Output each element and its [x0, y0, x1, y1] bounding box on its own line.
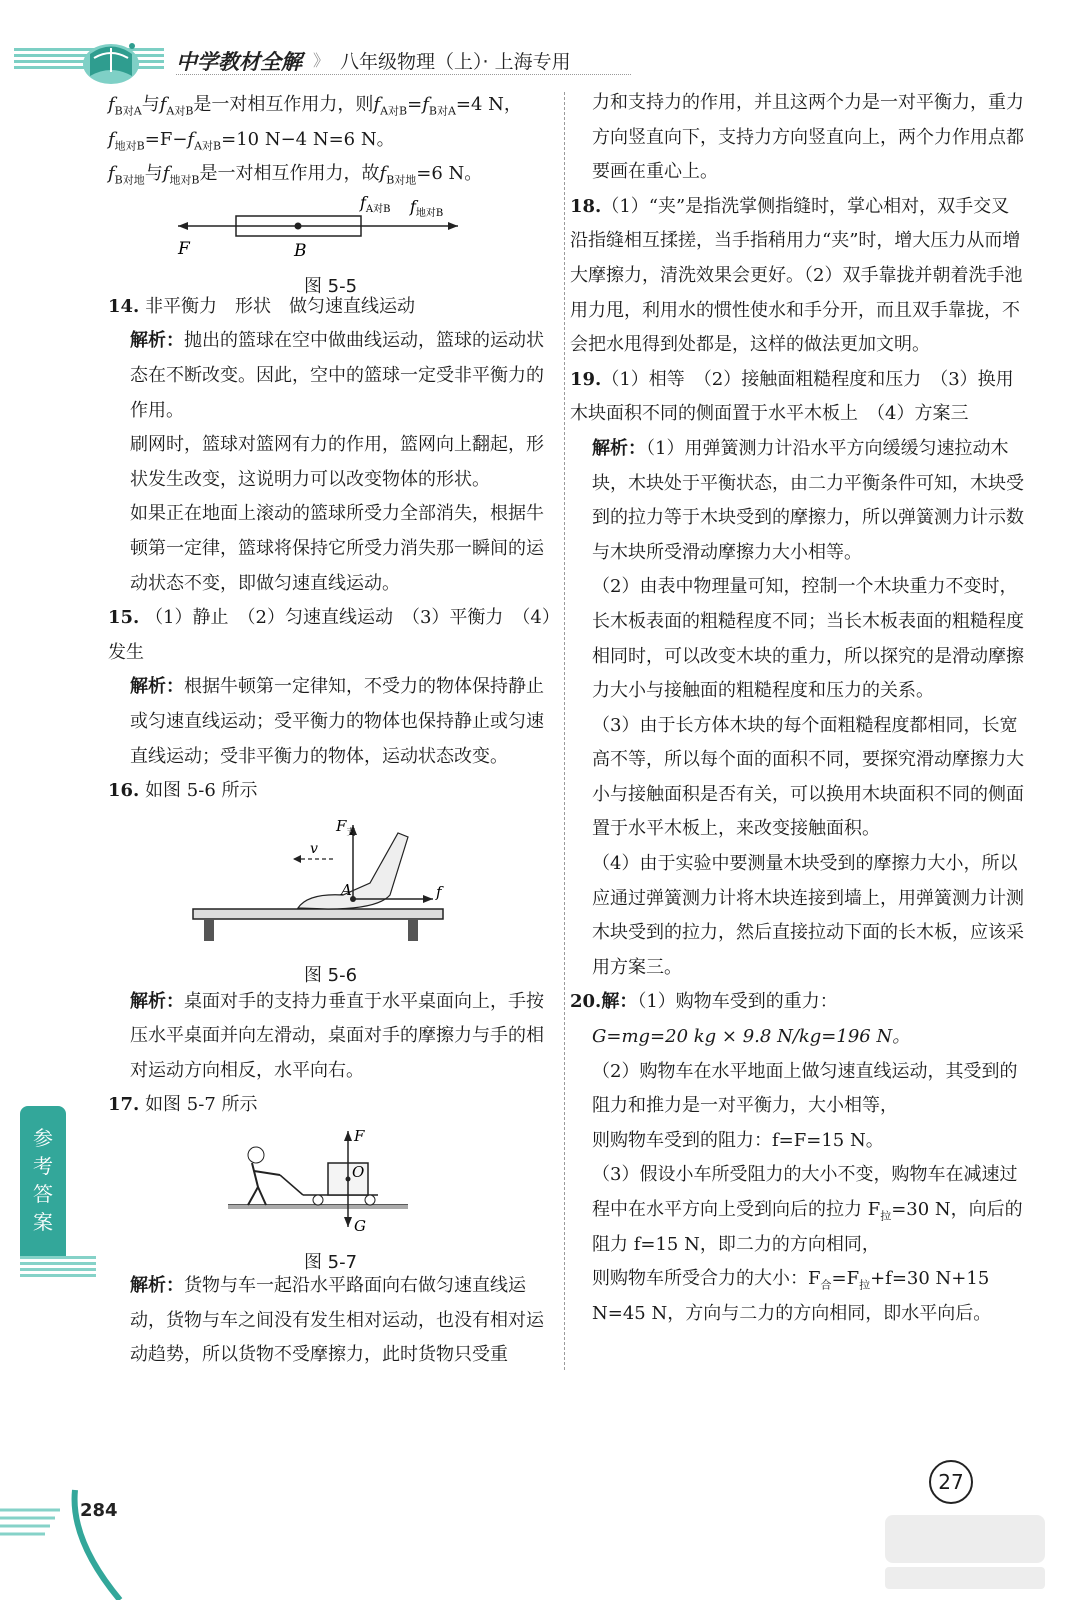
- q17-answer: 17. 如图 5-7 所示: [108, 1094, 258, 1116]
- watermark-logo: [875, 1505, 1055, 1595]
- label-G: G: [354, 1217, 366, 1236]
- q20-line-4: （3）假设小车所受阻力的大小不变，购物车在减速过程中在水平方向上受到向后的拉力 $F_拉=30$ N，向后的阻力 f=15 N，即二力的方向相同，: [592, 1164, 1023, 1255]
- label-F: F: [354, 1127, 365, 1146]
- q19-expl-2: （2）由表中物理量可知，控制一个木块重力不变时，长木板表面的粗糙程度不同；当长木板表面的粗糙程度相同时，可以改变木块的重力，所以探究的是滑动摩擦力大小与接触面的粗糙程度和压力的关系。: [592, 576, 1024, 702]
- q20-answer: 20.解：（1）购物车受到的重力：: [570, 991, 838, 1013]
- side-stripes: [20, 1256, 96, 1280]
- q20-line-5: 则购物车所受合力的大小：$F_合=F_拉+f=30$ N+15 N=45 N，方向与二力的方向相同，即水平向后。: [592, 1268, 992, 1324]
- figure-5-7: [108, 1127, 553, 1273]
- q19-expl-3: （3）由于长方体木块的每个面粗糙程度都相同，长宽高不等，所以每个面的面积不同，要探究滑动摩擦力大小与接触面积是否有关，可以换用木块面积不同的侧面置于水平木板上，来改变接触面积。: [592, 714, 1024, 840]
- caption-5-7: 图 5-7: [303, 1251, 358, 1273]
- q16-answer: 16. 如图 5-6 所示: [108, 780, 258, 802]
- hand-table-diagram: [108, 813, 553, 949]
- q19-expl-4: （4）由于实验中要测量木块受到的摩擦力大小，所以应通过弹簧测力计将木块连接到墙上，用弹簧测力计测木块受到的拉力，然后直接拉动下面的长木板，应该采用方案三。: [592, 853, 1024, 978]
- page-number-left: 284: [80, 1500, 118, 1521]
- label-O: O: [352, 1163, 365, 1182]
- q14-expl-3: 如果正在地面上滚动的篮球所受力全部消失，根据牛顿第一定律，篮球将保持它所受力消失那一瞬间的运动状态不变，即做匀速直线运动。: [130, 503, 544, 594]
- q17-expl-cont: 力和支持力的作用，并且这两个力是一对平衡力，重力方向竖直向下，支持力方向竖直向上，两个力作用点都要画在重心上。: [592, 92, 1024, 183]
- q19-answer: 19.（1）相等 （2）接触面粗糙程度和压力 （3）换用木块面积不同的侧面置于水平木板上 （4）方案三: [570, 368, 1014, 425]
- q15-answer: 15. （1）静止 （2）匀速直线运动 （3）平衡力 （4）发生: [108, 607, 551, 663]
- eq-line-2: $f_{地对B}=F-f_{A对B}=10$ N−4 N=6 N。: [108, 128, 395, 153]
- q18-answer: 18.（1）“夹”是指洗掌侧指缝时，掌心相对，双手交叉沿指缝相互揉搓，当手指稍用力“夹”时，增大压力从而增大摩擦力，清洗效果会更好。（2）双手靠拢并朝着洗手池用力甩，利用水的惯性使水和手分开，而且双手靠拢，不会把水甩得到处都是，这样的做法更加文明。: [570, 195, 1023, 356]
- page-number-right: 27: [929, 1460, 973, 1504]
- q14-expl-1: 解析：抛出的篮球在空中做曲线运动，篮球的运动状态在不断改变。因此，空中的篮球一定受非平衡力的作用。: [130, 330, 544, 421]
- q15-expl: 解析：根据牛顿第一定律知，不受力的物体保持静止或匀速直线运动；受平衡力的物体也保持静止或匀速直线运动；受非平衡力的物体，运动状态改变。: [130, 676, 544, 767]
- side-tab-label: 参考答案: [33, 1126, 53, 1234]
- label-fAB: $f_{A对B}$: [360, 195, 391, 215]
- series-title: 中学教材全解: [176, 50, 302, 74]
- q17-expl: 解析：货物与车一起沿水平路面向右做匀速直线运动，货物与车之间没有发生相对运动，也没有相对运动趋势，所以货物不受摩擦力，此时货物只受重: [130, 1275, 544, 1366]
- label-B: B: [294, 240, 307, 260]
- right-column: [570, 86, 1025, 1331]
- label-A: A: [341, 880, 352, 899]
- label-v: v: [310, 840, 318, 857]
- figure-5-6: [108, 813, 553, 987]
- eq-line-1: $f_{B对A}$与$f_{A对B}$是一对相互作用力，则$f_{A对B}=f_{B对A}=4$ N，: [108, 94, 522, 118]
- eq-line-3: $f_{B对地}$与$f_{地对B}$是一对相互作用力，故$f_{B对地}=6$ N。: [108, 163, 483, 187]
- left-column: [108, 88, 553, 1373]
- footer-decoration: [0, 1470, 140, 1600]
- header-rule: [176, 74, 631, 75]
- figure-5-5: [108, 195, 553, 298]
- q14-expl-2: 刷网时，篮球对篮网有力的作用，篮网向上翻起，形状发生改变，这说明力可以改变物体的形状。: [130, 434, 544, 490]
- q16-expl: 解析：桌面对手的支持力垂直于水平桌面向上，手按压水平桌面并向左滑动，桌面对手的摩擦力与手的相对运动方向相反，水平向右。: [130, 990, 544, 1081]
- caption-5-6: 图 5-6: [303, 965, 358, 987]
- label-F: F: [178, 238, 190, 259]
- q20-line-2: （2）购物车在水平地面上做匀速直线运动，其受到的阻力和推力是一对平衡力，大小相等，: [592, 1060, 1018, 1117]
- cart-diagram: [108, 1127, 553, 1235]
- q20-line-1: G=mg=20 kg × 9.8 N/kg=196 N。: [592, 1026, 911, 1048]
- book-logo-icon: [80, 34, 142, 86]
- q20-line-3: 则购物车受到的阻力：f=F=15 N。: [592, 1129, 884, 1151]
- label-fd: $f_{地对B}$: [410, 196, 444, 219]
- reference-answers-tab: [20, 1106, 66, 1256]
- page-header: [0, 28, 640, 88]
- caption-5-5: 图 5-5: [303, 276, 358, 298]
- column-divider: [564, 92, 565, 1370]
- label-f: f: [436, 882, 442, 901]
- book-subtitle: 八年级物理（上）· 上海专用: [340, 51, 571, 73]
- q14-answer: 14. 非平衡力 形状 做匀速直线运动: [108, 295, 416, 317]
- header-arrow: 》: [313, 51, 330, 70]
- q19-expl-1: 解析：（1）用弹簧测力计沿水平方向缓缓匀速拉动木块，木块处于平衡状态，由二力平衡条件可知，木块受到的拉力等于木块受到的摩擦力，所以弹簧测力计示数与木块所受滑动摩擦力大小相等。: [592, 437, 1024, 563]
- label-Fsupport: $F_支$: [336, 816, 356, 838]
- force-diagram-5-5: [108, 196, 553, 260]
